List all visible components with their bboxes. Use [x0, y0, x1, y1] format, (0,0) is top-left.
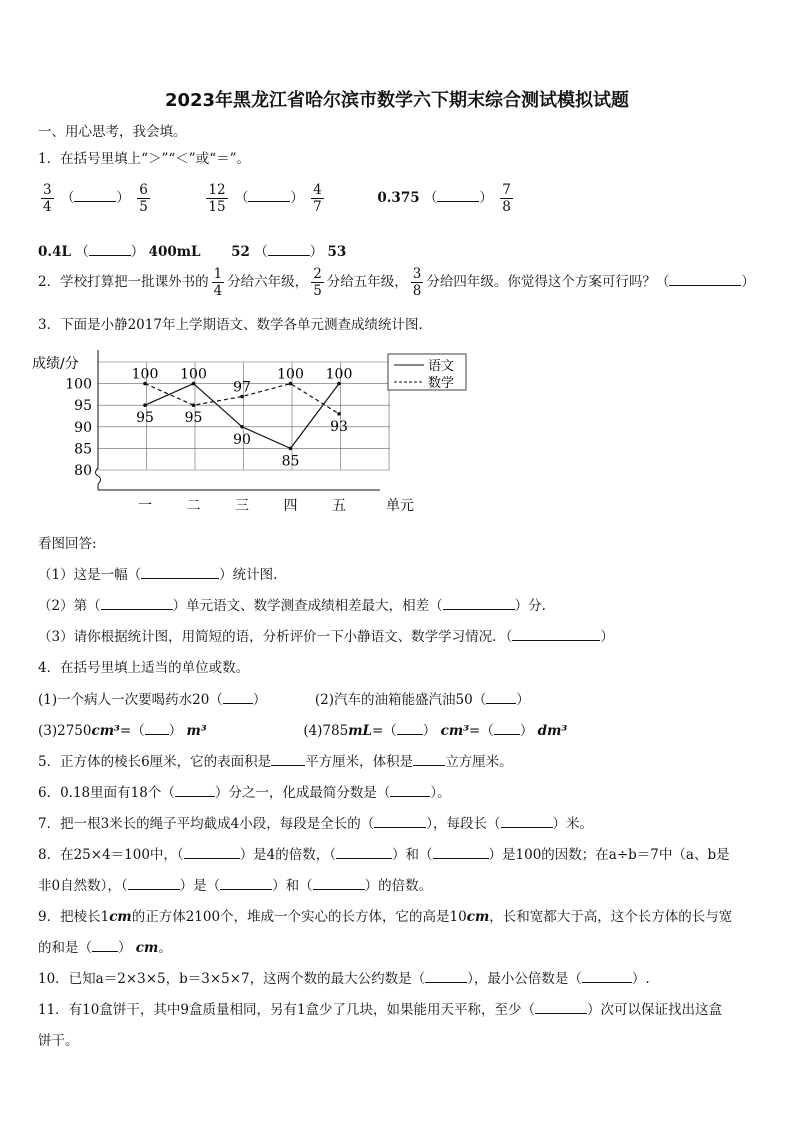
data-point: [192, 403, 196, 407]
question-8-line-2: [38, 874, 432, 894]
fraction: [212, 266, 225, 299]
answer-blank[interactable]: [413, 753, 445, 766]
question-4-stem: 4．在括号里填上适当的单位或数。: [38, 660, 250, 676]
x-tick-label: 四: [283, 498, 298, 514]
question-1-row-1: [38, 182, 516, 215]
answer-blank[interactable]: [397, 722, 423, 735]
question-text: （1）这是一幅（: [38, 567, 142, 583]
fraction: [311, 182, 324, 215]
question-text: ）.: [631, 971, 650, 987]
question-6: [38, 781, 451, 801]
fraction-numerator: 3: [412, 266, 422, 282]
unit: cm³: [440, 723, 470, 739]
question-text: ）单元语文、数学测查成绩相差最大，相差（: [172, 598, 443, 614]
decimal-value: 0.375: [377, 190, 420, 206]
question-text: ），每段长（: [426, 816, 501, 832]
unit: cm: [135, 940, 159, 956]
question-text: 分给六年级，: [227, 274, 309, 290]
paren-close: ）: [516, 692, 530, 708]
question-9-line-1: [38, 905, 732, 925]
data-point: [337, 412, 341, 416]
question-3-sub-2: [38, 594, 546, 614]
data-label: 100: [325, 366, 353, 383]
x-tick-label: 二: [186, 498, 201, 514]
paren-close: ）: [130, 244, 145, 260]
data-label: 100: [131, 366, 159, 383]
answer-blank[interactable]: [128, 877, 180, 890]
score-line-chart: [30, 340, 470, 520]
paren-close: ）: [309, 244, 324, 260]
answer-blank[interactable]: [223, 691, 253, 704]
paren-close: ）: [252, 692, 267, 708]
answer-blank[interactable]: [494, 722, 520, 735]
answer-blank[interactable]: [425, 970, 467, 983]
answer-blank[interactable]: [374, 815, 426, 828]
question-text: 8．在25×4＝100中，（: [38, 847, 184, 863]
fraction-denominator: 4: [43, 199, 52, 215]
x-axis-label: 单元: [386, 498, 414, 514]
paren-close: ）: [479, 190, 493, 206]
question-11-line-1: [38, 998, 722, 1018]
unit: dm³: [537, 723, 568, 739]
question-text: ）是4的倍数，（: [239, 847, 337, 863]
question-3-sub-3: [38, 625, 614, 645]
paren-open: （: [234, 190, 249, 206]
paren-close: ）: [168, 723, 183, 739]
section-heading: 一、用心思考，我会填。: [38, 124, 187, 140]
quantity: 400mL: [148, 244, 201, 260]
paren-close: ）: [519, 723, 534, 739]
fraction-numerator: 3: [43, 182, 52, 198]
question-10: [38, 967, 650, 987]
fraction-denominator: 5: [313, 283, 322, 299]
answer-blank[interactable]: [248, 189, 290, 202]
answer-blank[interactable]: [74, 189, 116, 202]
question-1-stem: 1．在括号里填上“＞”“＜”或“＝”。: [38, 151, 250, 167]
question-11-line-2: 饼干。: [38, 1033, 79, 1049]
question-4-row-2: [38, 719, 567, 739]
question-text: (1)一个病人一次要喝药水20（: [38, 692, 223, 708]
answer-blank[interactable]: [145, 722, 169, 735]
data-point: [240, 425, 244, 429]
fraction-denominator: 5: [139, 199, 148, 215]
fraction-denominator: 7: [313, 199, 322, 215]
question-text: （3）请你根据统计图，用简短的语，分析评价一下小静语文、数学学习情况．（: [38, 629, 513, 645]
question-text: ）统计图.: [219, 567, 278, 583]
question-text: 5．正方体的棱长6厘米，它的表面积是: [38, 754, 272, 770]
question-text: 11．有10盒饼干，其中9盒质量相同，另有1盒少了几块，如果能用天平称，至少（: [38, 1002, 536, 1018]
fraction: [137, 182, 150, 215]
answer-blank[interactable]: [486, 691, 516, 704]
answer-blank[interactable]: [512, 628, 600, 641]
data-label: 90: [233, 431, 251, 448]
y-tick-label: 95: [74, 398, 92, 415]
unit: cm³: [91, 723, 120, 739]
unit: cm: [109, 909, 132, 925]
question-8-line-1: [38, 843, 730, 863]
fraction-numerator: 12: [208, 182, 226, 198]
fraction: [500, 182, 513, 215]
question-text: 平方厘米，体积是: [305, 754, 414, 770]
question-1-row-2: [38, 240, 346, 260]
data-point: [289, 447, 293, 451]
fraction-numerator: 2: [313, 266, 322, 282]
y-axis-break-mark: [96, 468, 101, 484]
unit: mL: [348, 723, 372, 739]
data-label: 100: [180, 366, 207, 383]
question-3-sub-1: [38, 563, 277, 583]
legend-box: [388, 354, 466, 390]
fraction: [311, 266, 324, 299]
question-text: （2）第（: [38, 598, 101, 614]
paren-close: ）: [422, 723, 437, 739]
answer-blank[interactable]: [582, 970, 632, 983]
question-text: =（: [469, 723, 494, 739]
question-text: (4)785: [303, 723, 349, 739]
question-text: ）和（: [272, 878, 313, 894]
paren-open: （: [75, 244, 89, 260]
fraction-denominator: 8: [412, 283, 422, 299]
paren-open: （: [254, 244, 268, 260]
question-text: 的和是（: [38, 940, 92, 956]
question-text: 10．已知a＝2×3×5，b＝3×5×7，这两个数的最大公约数是（: [38, 971, 426, 987]
answer-blank[interactable]: [336, 846, 392, 859]
question-text: 非0自然数），（: [38, 878, 128, 894]
unit: cm: [466, 909, 490, 925]
question-text: ）是（: [179, 878, 221, 894]
question-text: 立方厘米。: [445, 754, 513, 770]
fraction-numerator: 6: [139, 182, 148, 198]
x-tick-label: 三: [235, 498, 249, 514]
x-tick-label: 一: [138, 498, 152, 514]
question-text: 9．把棱长1: [38, 909, 110, 925]
question-text: ）分.: [514, 598, 546, 614]
question-text: ）次可以保证找出这盒: [587, 1002, 723, 1018]
question-text: ，长和宽都大于高，这个长方体的长与宽: [489, 909, 733, 925]
chart-question-intro: 看图回答:: [38, 536, 97, 552]
question-text: 7．把一根3米长的绳子平均截成4小段，每段是全长的（: [38, 816, 375, 832]
answer-blank[interactable]: [437, 189, 479, 202]
question-text: ）米。: [552, 816, 594, 832]
answer-blank[interactable]: [220, 877, 272, 890]
answer-blank[interactable]: [669, 273, 741, 286]
fraction-numerator: 1: [213, 266, 223, 282]
answer-blank[interactable]: [271, 753, 305, 766]
question-text: (2)汽车的油箱能盛汽油50（: [314, 692, 487, 708]
question-text: 分给四年级。你觉得这个方案可行吗？（: [426, 274, 670, 290]
question-text: =（: [371, 723, 397, 739]
fraction-denominator: 8: [502, 199, 511, 215]
question-text: ）分之一，化成最简分数是（: [214, 785, 391, 801]
fraction: [206, 182, 227, 215]
question-text: (3)2750: [38, 723, 92, 739]
question-5: [38, 750, 513, 770]
paren-close: ）: [118, 940, 132, 956]
question-text: ）。: [430, 785, 451, 801]
data-label: 95: [184, 410, 203, 427]
paren-close: ）: [290, 190, 304, 206]
answer-blank[interactable]: [390, 784, 430, 797]
answer-blank[interactable]: [443, 597, 515, 610]
y-tick-label: 85: [74, 441, 92, 458]
y-tick-label: 90: [74, 419, 92, 436]
question-text: 2．学校打算把一批课外书的: [38, 274, 209, 290]
y-axis-label: 成绩/分: [32, 356, 79, 372]
data-point: [143, 403, 147, 407]
question-3-stem: 3．下面是小静2017年上学期语文、数学各单元测查成绩统计图．: [38, 317, 432, 333]
data-label: 100: [277, 366, 304, 383]
answer-blank[interactable]: [141, 566, 219, 579]
question-text: 分给五年级，: [326, 274, 408, 290]
x-tick-label: 五: [332, 498, 346, 514]
answer-blank[interactable]: [92, 939, 118, 952]
y-tick-label: 100: [65, 376, 92, 393]
fraction-numerator: 7: [502, 182, 511, 198]
page-title: 2023年黑龙江省哈尔滨市数学六下期末综合测试模拟试题: [164, 90, 630, 111]
question-9-line-2: [38, 936, 172, 956]
answer-blank[interactable]: [433, 846, 489, 859]
period: 。: [158, 940, 172, 956]
answer-blank[interactable]: [175, 784, 215, 797]
paren-open: （: [60, 190, 75, 206]
data-label: 95: [136, 410, 154, 427]
question-text: ），最小公倍数是（: [467, 971, 582, 987]
fraction-denominator: 4: [213, 283, 223, 299]
question-text: 的正方体2100个，堆成一个实心的长方体，它的高是10: [131, 909, 467, 925]
answer-blank[interactable]: [268, 243, 310, 256]
fraction-numerator: 4: [313, 182, 322, 198]
answer-blank[interactable]: [313, 877, 365, 890]
question-text: ）: [600, 629, 614, 645]
answer-blank[interactable]: [184, 846, 240, 859]
answer-blank[interactable]: [501, 815, 553, 828]
question-text: ）和（: [392, 847, 433, 863]
y-tick-label: 80: [74, 463, 92, 479]
answer-blank[interactable]: [89, 243, 131, 256]
quantity: 53: [327, 244, 347, 260]
data-label: 85: [281, 453, 300, 470]
question-text: ）是100的因数；在a÷b＝7中（a、b是: [488, 847, 730, 863]
question-7: [38, 812, 593, 832]
fraction-denominator: 15: [208, 199, 226, 215]
paren-open: （: [423, 190, 438, 206]
paren-close: ）: [116, 190, 130, 206]
answer-blank[interactable]: [101, 597, 173, 610]
question-text: =（: [119, 723, 145, 739]
fraction: [411, 266, 424, 299]
quantity: 52: [231, 244, 250, 260]
legend-label: 数学: [428, 376, 455, 391]
data-label: 97: [233, 379, 251, 396]
unit: m³: [186, 723, 207, 739]
question-2: [38, 266, 755, 299]
answer-blank[interactable]: [535, 1001, 587, 1014]
paren-close: ）: [741, 274, 755, 290]
quantity: 0.4L: [38, 244, 71, 260]
question-text: ）的倍数。: [364, 878, 433, 894]
fraction: [41, 182, 54, 215]
question-4-row-1: [38, 688, 530, 708]
question-text: 6．0.18里面有18个（: [38, 785, 175, 801]
legend-label: 语文: [428, 359, 455, 374]
data-label: 93: [330, 418, 348, 435]
